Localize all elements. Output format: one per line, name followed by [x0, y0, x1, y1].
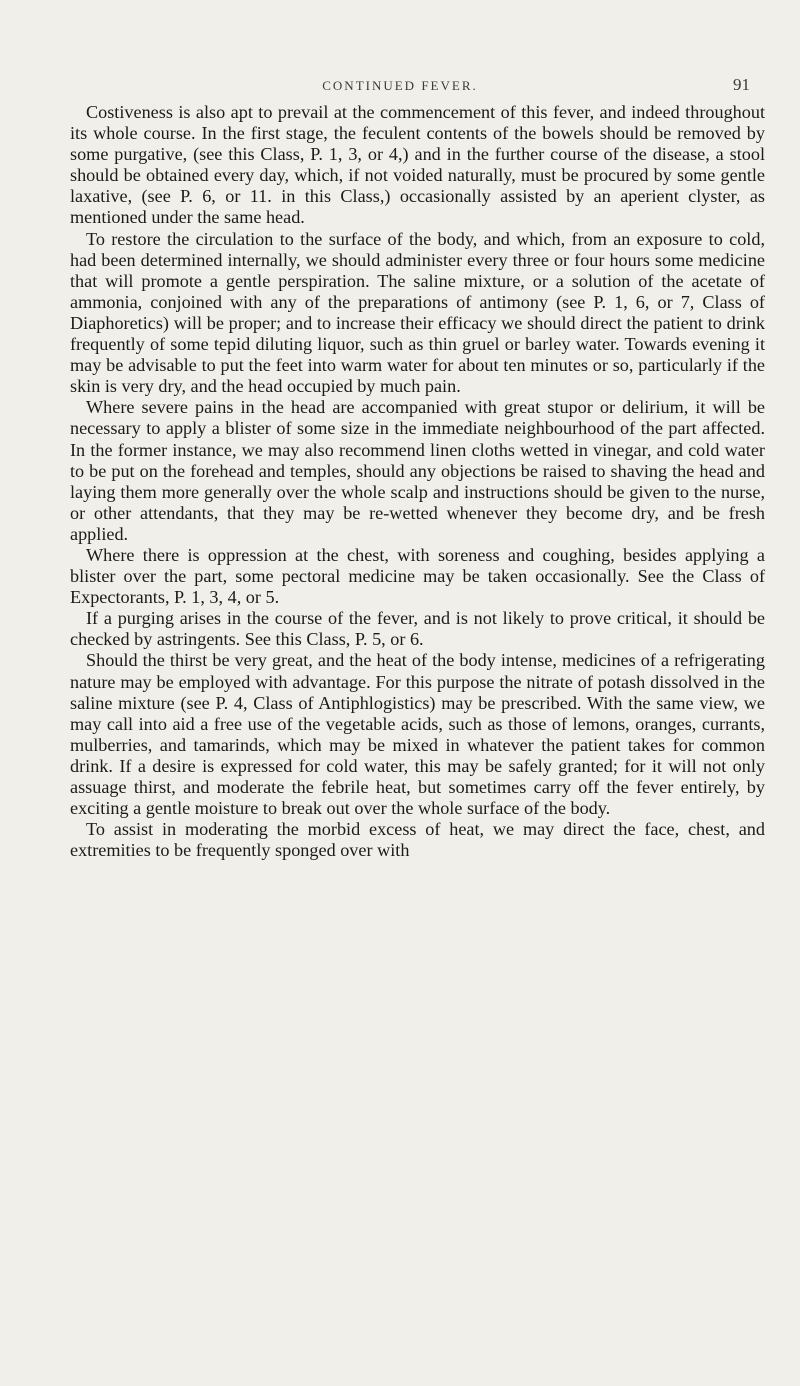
paragraph-circulation: To restore the circulation to the surface of the body, and which, from an exposure to cold, had been determined internally, we should administer every three or four hours some medicine that will promote a gentle perspiration. The saline mixture, or a solution of the acetate of ammonia, conjoined with any of the preparations of antimony (see P. 1, 6, or 7, Class of Diaphoretics) will be proper; and to increase their efficacy we should direct the patient to drink frequently of some tepid diluting liquor, such as thin gruel or barley water. Towards evening it may be advisable to put the feet into warm water for about ten minutes or so, particularly if the skin is very dry, and the head occupied by much pain.	[70, 228, 765, 397]
paragraph-heat: To assist in moderating the morbid excess of heat, we may direct the face, chest, and extremities to be frequently sponged over with	[70, 819, 765, 861]
paragraph-purging: If a purging arises in the course of the fever, and is not likely to prove critical, it should be checked by astringents. See this Class, P. 5, or 6.	[70, 608, 765, 650]
body-text	[70, 102, 765, 861]
paragraph-chest-oppression: Where there is oppression at the chest, with soreness and coughing, besides applying a blister over the part, some pectoral medicine may be taken occasionally. See the Class of Expectorants, P. 1, 3, 4, or 5.	[70, 544, 765, 608]
paragraph-costiveness: Costiveness is also apt to prevail at the commencement of this fever, and indeed throughout its whole course. In the first stage, the feculent contents of the bowels should be removed by some purgative, (see this Class, P. 1, 3, or 4,) and in the further course of the disease, a stool should be obtained every day, which, if not voided naturally, must be procured by some gentle laxative, (see P. 6, or 11. in this Class,) occasionally assisted by an aperient clyster, as mentioned under the same head.	[70, 102, 765, 228]
paragraph-thirst: Should the thirst be very great, and the heat of the body intense, medicines of a refrigerating nature may be employed with advantage. For this purpose the nitrate of potash dissolved in the saline mixture (see P. 4, Class of Antiphlogistics) may be prescribed. With the same view, we may call into aid a free use of the vegetable acids, such as those of lemons, oranges, currants, mulberries, and tamarinds, which may be mixed in whatever the patient takes for common drink. If a desire is expressed for cold water, this may be safely granted; for it will not only assuage thirst, and moderate the febrile heat, but sometimes carry off the fever entirely, by exciting a gentle moisture to break out over the whole surface of the body.	[70, 650, 765, 819]
page-number: 91	[733, 75, 750, 94]
paragraph-head-pains: Where severe pains in the head are accompanied with great stupor or delirium, it will be necessary to apply a blister of some size in the immediate neighbourhood of the part affected. In the former instance, we may also recommend linen cloths wetted in vinegar, and cold water to be put on the forehead and temples, should any objections be raised to shaving the head and laying them more generally over the whole scalp and instructions should be given to the nurse, or other attendants, that they may be re-wetted whenever they become dry, and be fresh applied.	[70, 397, 765, 544]
running-title: CONTINUED FEVER.	[322, 78, 478, 93]
